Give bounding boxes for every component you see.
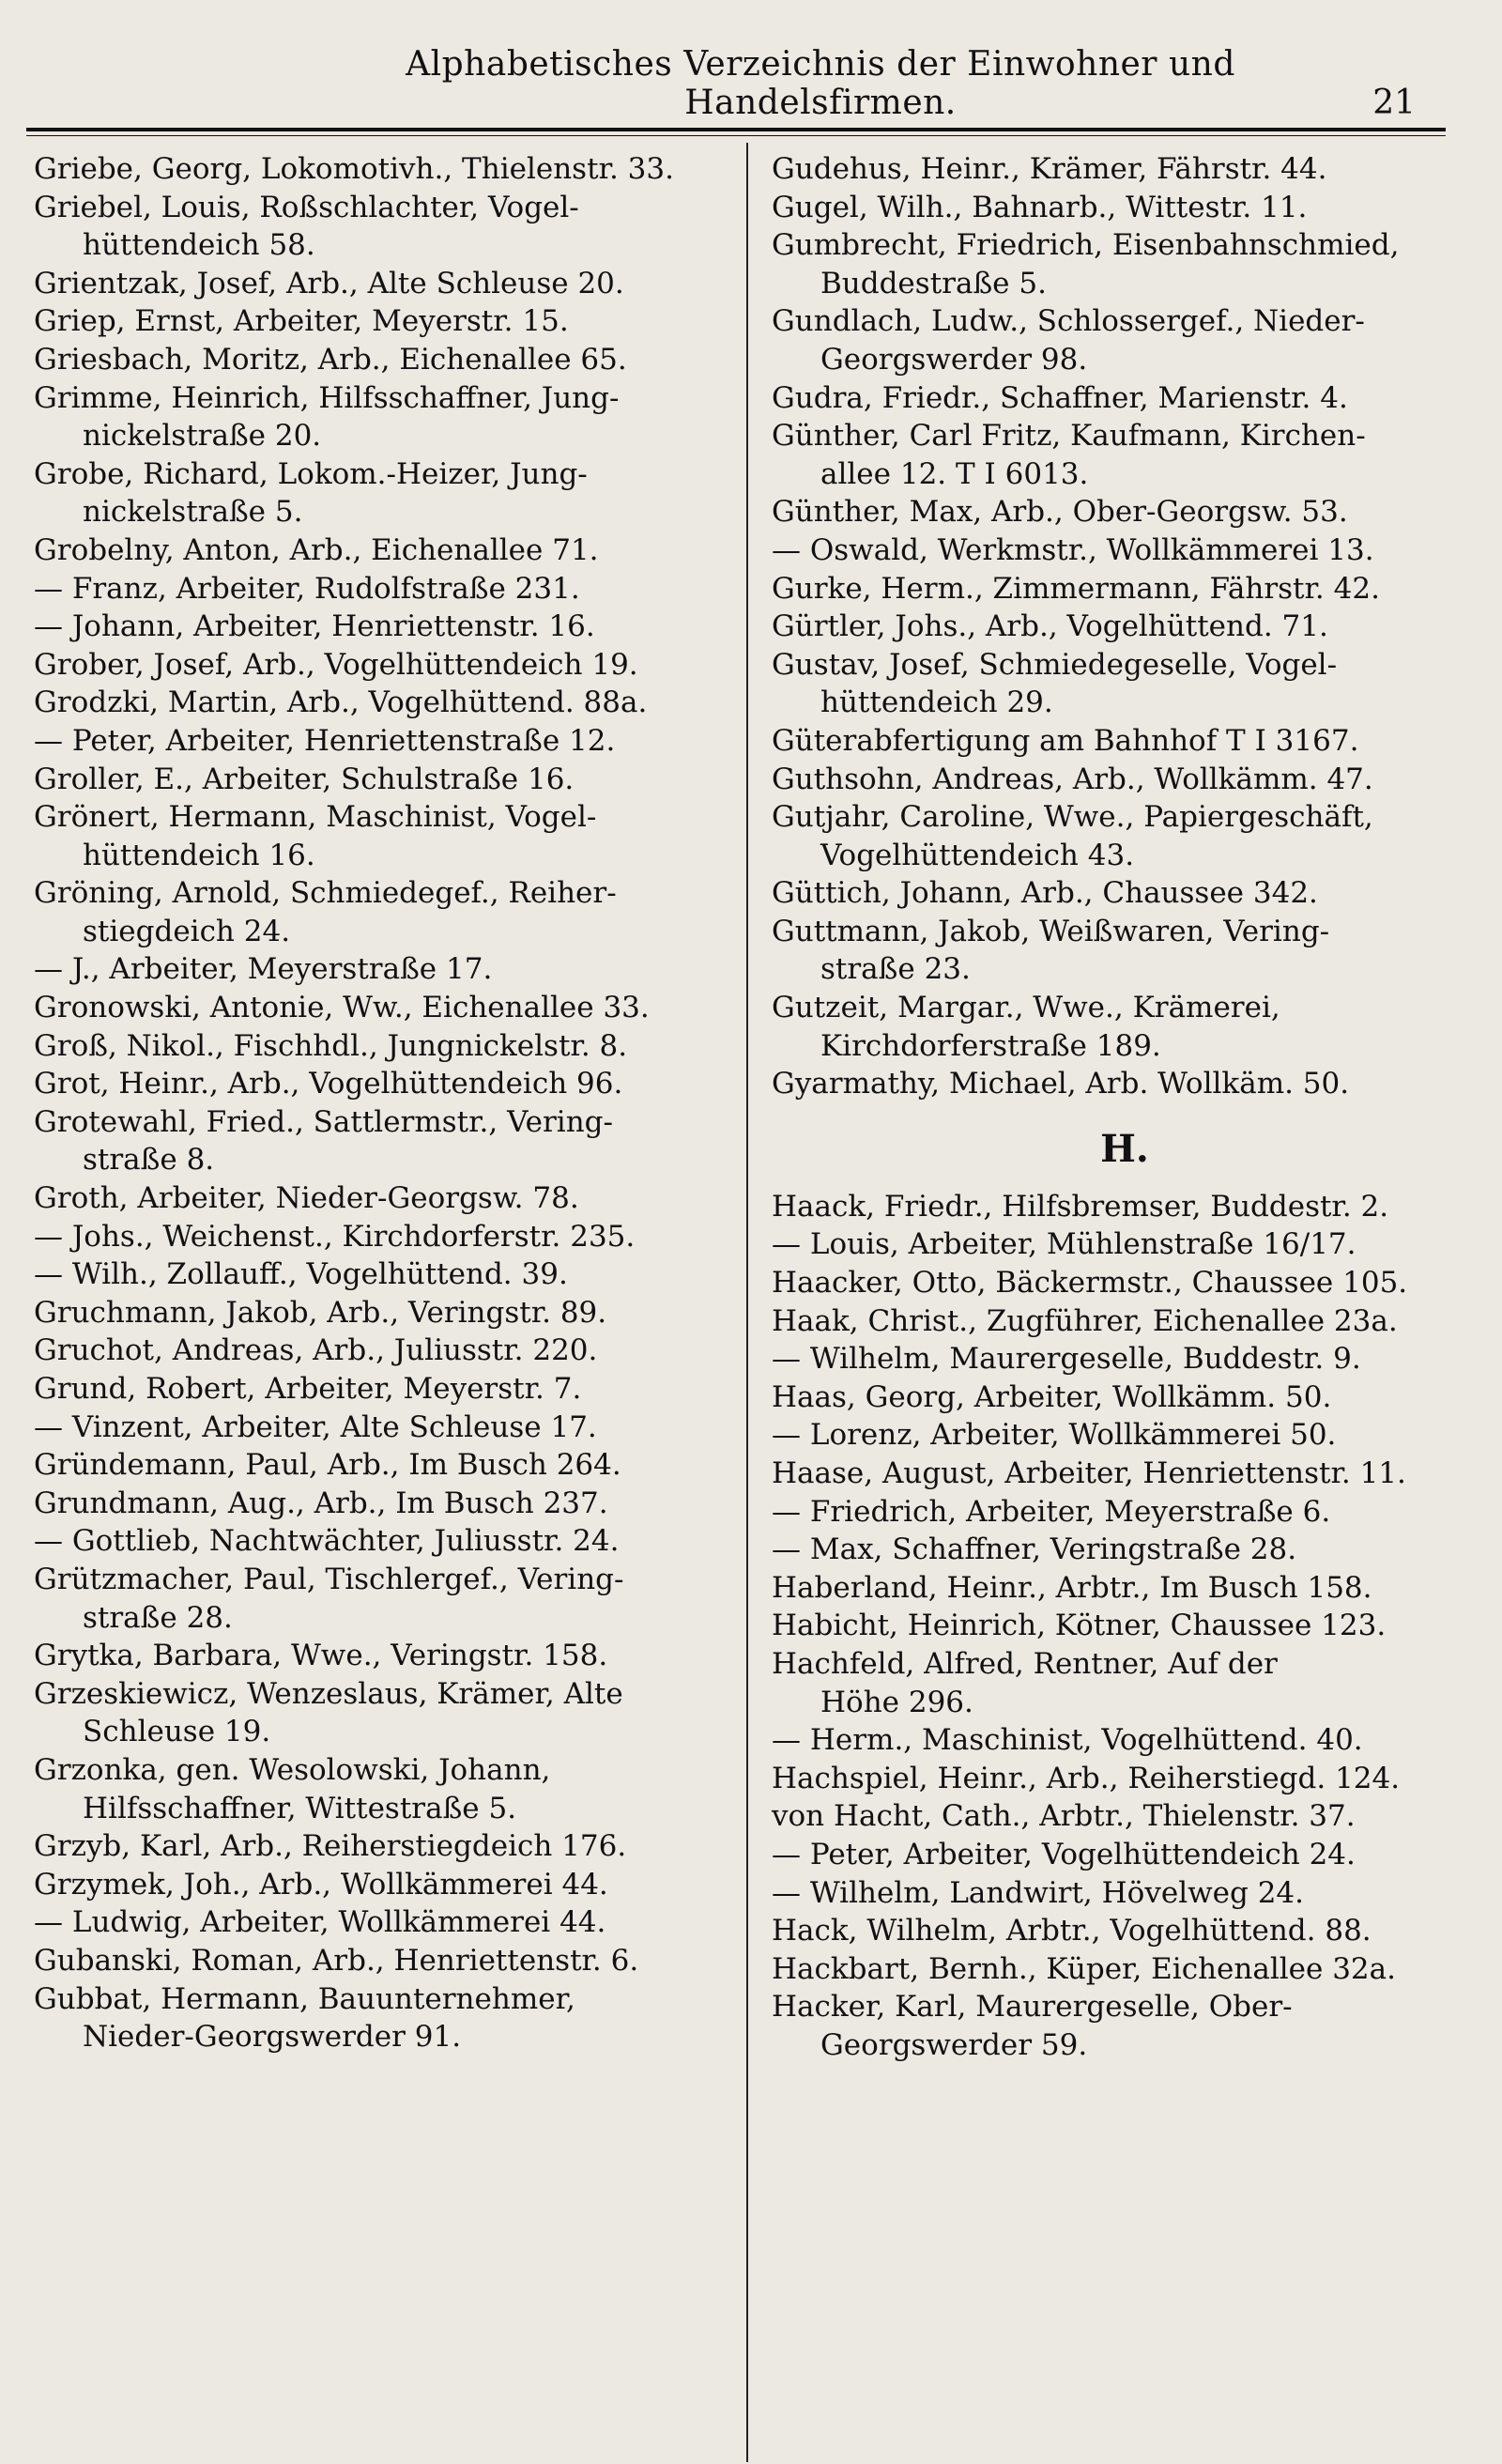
directory-entry bbox=[34, 570, 728, 608]
entry-line: Gruchmann, Jakob, Arb., Veringstr. 89. bbox=[34, 1295, 607, 1330]
entry-continuation: hüttendeich 29. bbox=[820, 685, 1053, 720]
directory-entry bbox=[34, 1332, 728, 1370]
entry-line: Gürtler, Johs., Arb., Vogelhüttend. 71. bbox=[772, 609, 1328, 644]
entry-line: Güttich, Johann, Arb., Chaussee 342. bbox=[772, 876, 1318, 911]
section-letter-h: H. bbox=[1100, 1126, 1149, 1171]
entry-line: Grzyb, Karl, Arb., Reiherstiegdeich 176. bbox=[34, 1829, 627, 1864]
directory-entry bbox=[772, 226, 1478, 302]
entry-continuation: straße 23. bbox=[820, 952, 971, 987]
directory-entry bbox=[34, 874, 728, 950]
page-number: 21 bbox=[1372, 84, 1416, 122]
entry-line: Gudehus, Heinr., Krämer, Fährstr. 44. bbox=[772, 152, 1327, 186]
directory-entry bbox=[772, 570, 1478, 608]
directory-entry bbox=[772, 379, 1478, 418]
directory-entry bbox=[34, 379, 728, 455]
directory-entry bbox=[34, 1485, 728, 1523]
directory-entry bbox=[34, 150, 728, 189]
directory-entry bbox=[772, 1912, 1478, 1950]
entry-line: — Peter, Arbeiter, Henriettenstraße 12. bbox=[34, 723, 616, 758]
entry-line: Gugel, Wilh., Bahnarb., Wittestr. 11. bbox=[772, 190, 1308, 224]
directory-entry bbox=[34, 1409, 728, 1447]
directory-entry bbox=[34, 950, 728, 989]
entry-continuation: Georgswerder 98. bbox=[820, 342, 1088, 377]
directory-entry bbox=[34, 1294, 728, 1332]
directory-entry bbox=[772, 1836, 1478, 1874]
directory-entry bbox=[772, 1493, 1478, 1532]
directory-entry bbox=[772, 646, 1478, 722]
entry-continuation: Höhe 296. bbox=[820, 1685, 973, 1719]
directory-entry bbox=[772, 1950, 1478, 1989]
directory-entry bbox=[34, 1561, 728, 1637]
directory-entry bbox=[34, 1255, 728, 1294]
entry-line: Habicht, Heinrich, Kötner, Chaussee 123. bbox=[772, 1609, 1387, 1643]
directory-entry bbox=[34, 646, 728, 685]
directory-entry bbox=[772, 1569, 1478, 1608]
entry-line: Gubbat, Hermann, Bauunternehmer, bbox=[34, 1981, 575, 2016]
directory-entry bbox=[34, 722, 728, 761]
entry-continuation: Nieder-Georgswerder 91. bbox=[83, 2020, 462, 2055]
page-header bbox=[225, 45, 1416, 122]
entry-continuation: Hilfsschaffner, Wittestraße 5. bbox=[83, 1791, 517, 1825]
directory-entry bbox=[772, 1302, 1478, 1341]
directory-entry bbox=[34, 1751, 728, 1827]
entry-line: — Peter, Arbeiter, Vogelhüttendeich 24. bbox=[772, 1837, 1356, 1871]
directory-entry bbox=[34, 798, 728, 874]
entry-continuation: straße 8. bbox=[83, 1143, 215, 1178]
entry-line: Gröning, Arnold, Schmiedegef., Reiher- bbox=[34, 876, 617, 911]
entry-line: Haberland, Heinr., Arbtr., Im Busch 158. bbox=[772, 1570, 1372, 1605]
entry-line: — Wilh., Zollauff., Vogelhüttend. 39. bbox=[34, 1257, 568, 1292]
entry-line: — Ludwig, Arbeiter, Wollkämmerei 44. bbox=[34, 1905, 606, 1940]
directory-entry bbox=[772, 1188, 1478, 1226]
directory-entry bbox=[34, 1103, 728, 1179]
entry-line: — Oswald, Werkmstr., Wollkämmerei 13. bbox=[772, 532, 1374, 567]
header-rule-thin bbox=[26, 135, 1446, 136]
directory-entry bbox=[34, 531, 728, 570]
entry-line: Grotewahl, Fried., Sattlermstr., Vering- bbox=[34, 1104, 614, 1139]
entry-line: Grientzak, Josef, Arb., Alte Schleuse 20. bbox=[34, 266, 624, 300]
entry-line: Gundlach, Ludw., Schlossergef., Nieder- bbox=[772, 304, 1365, 339]
directory-entry bbox=[34, 302, 728, 341]
directory-entry bbox=[34, 608, 728, 646]
right-column bbox=[772, 150, 1478, 2065]
entry-line: Haacker, Otto, Bäckermstr., Chaussee 105. bbox=[772, 1266, 1408, 1301]
directory-entry bbox=[772, 1340, 1478, 1378]
entry-line: Grobe, Richard, Lokom.-Heizer, Jung- bbox=[34, 456, 588, 491]
directory-entry bbox=[772, 989, 1478, 1065]
entry-line: — Friedrich, Arbeiter, Meyerstraße 6. bbox=[772, 1494, 1331, 1529]
entry-continuation: hüttendeich 16. bbox=[83, 838, 315, 872]
entry-line: Gustav, Josef, Schmiedegeselle, Vogel- bbox=[772, 647, 1338, 682]
directory-entry bbox=[34, 1866, 728, 1904]
column-divider bbox=[746, 143, 748, 2462]
entry-line: — Johs., Weichenst., Kirchdorferstr. 235. bbox=[34, 1219, 636, 1254]
entry-line: Hachfeld, Alfred, Rentner, Auf der bbox=[772, 1646, 1278, 1681]
directory-entry bbox=[34, 1027, 728, 1066]
directory-entry bbox=[34, 684, 728, 722]
directory-entry bbox=[772, 1264, 1478, 1302]
entry-line: Hackbart, Bernh., Küper, Eichenallee 32a. bbox=[772, 1951, 1396, 1986]
directory-entry bbox=[772, 1797, 1478, 1836]
entry-line: — Gottlieb, Nachtwächter, Juliusstr. 24. bbox=[34, 1524, 620, 1559]
entry-line: Hacker, Karl, Maurergeselle, Ober- bbox=[772, 1990, 1293, 2025]
header-rule bbox=[26, 128, 1446, 131]
entry-line: Günther, Max, Arb., Ober-Georgsw. 53. bbox=[772, 495, 1348, 530]
entry-line: Grobelny, Anton, Arb., Eichenallee 71. bbox=[34, 532, 599, 567]
entry-line: Gronowski, Antonie, Ww., Eichenallee 33. bbox=[34, 991, 650, 1025]
right-column-g-entries bbox=[772, 150, 1478, 1103]
directory-entry bbox=[34, 761, 728, 799]
directory-entry bbox=[34, 1218, 728, 1256]
entry-line: Grund, Robert, Arbeiter, Meyerstr. 7. bbox=[34, 1372, 582, 1406]
entry-line: Griesbach, Moritz, Arb., Eichenallee 65. bbox=[34, 342, 627, 377]
entry-line: — Herm., Maschinist, Vogelhüttend. 40. bbox=[772, 1723, 1363, 1758]
directory-entry bbox=[772, 302, 1478, 378]
directory-entry bbox=[772, 798, 1478, 874]
entry-line: Groß, Nikol., Fischhdl., Jungnickelstr. 8. bbox=[34, 1028, 628, 1063]
entry-line: Groth, Arbeiter, Nieder-Georgsw. 78. bbox=[34, 1181, 579, 1216]
directory-entry bbox=[772, 1645, 1478, 1721]
directory-entry bbox=[772, 608, 1478, 646]
entry-continuation: Georgswerder 59. bbox=[820, 2027, 1088, 2062]
entry-line: — Louis, Arbeiter, Mühlenstraße 16/17. bbox=[772, 1227, 1356, 1262]
directory-entry bbox=[34, 1446, 728, 1485]
entry-line: von Hacht, Cath., Arbtr., Thielenstr. 37. bbox=[772, 1799, 1356, 1834]
directory-entry bbox=[772, 1607, 1478, 1645]
directory-entry bbox=[772, 1988, 1478, 2064]
directory-entry bbox=[772, 493, 1478, 531]
entry-continuation: Buddestraße 5. bbox=[820, 266, 1047, 300]
entry-line: Grodzki, Martin, Arb., Vogelhüttend. 88a. bbox=[34, 685, 648, 720]
directory-entry bbox=[34, 1827, 728, 1866]
entry-line: — Wilhelm, Maurergeselle, Buddestr. 9. bbox=[772, 1342, 1361, 1377]
entry-line: Grundmann, Aug., Arb., Im Busch 237. bbox=[34, 1486, 608, 1520]
entry-line: Grimme, Heinrich, Hilfsschaffner, Jung- bbox=[34, 380, 620, 415]
entry-continuation: Schleuse 19. bbox=[83, 1715, 271, 1749]
entry-line: Haas, Georg, Arbeiter, Wollkämm. 50. bbox=[772, 1379, 1332, 1414]
directory-entry bbox=[34, 1637, 728, 1675]
directory-entry bbox=[772, 1531, 1478, 1569]
entry-continuation: Kirchdorferstraße 189. bbox=[820, 1028, 1161, 1063]
directory-entry bbox=[772, 417, 1478, 493]
entry-line: Hack, Wilhelm, Arbtr., Vogelhüttend. 88. bbox=[772, 1914, 1372, 1948]
directory-entry bbox=[34, 1942, 728, 1980]
entry-line: Gyarmathy, Michael, Arb. Wollkäm. 50. bbox=[772, 1067, 1350, 1101]
left-column bbox=[34, 150, 728, 2056]
entry-line: — J., Arbeiter, Meyerstraße 17. bbox=[34, 952, 493, 987]
entry-line: — Wilhelm, Landwirt, Hövelweg 24. bbox=[772, 1875, 1304, 1910]
entry-line: Griep, Ernst, Arbeiter, Meyerstr. 15. bbox=[34, 304, 569, 339]
entry-line: Griebel, Louis, Roßschlachter, Vogel- bbox=[34, 190, 579, 224]
right-column-h-entries bbox=[772, 1188, 1478, 2065]
entry-line: Gruchot, Andreas, Arb., Juliusstr. 220. bbox=[34, 1333, 598, 1368]
entry-line: Haase, August, Arbeiter, Henriettenstr. 11. bbox=[772, 1456, 1406, 1490]
directory-entry bbox=[772, 1721, 1478, 1760]
entry-line: Grober, Josef, Arb., Vogelhüttendeich 19. bbox=[34, 647, 638, 682]
entry-line: Grytka, Barbara, Wwe., Veringstr. 158. bbox=[34, 1639, 608, 1673]
directory-entry bbox=[34, 265, 728, 303]
entry-line: — Vinzent, Arbeiter, Alte Schleuse 17. bbox=[34, 1409, 597, 1444]
entry-line: Gutzeit, Margar., Wwe., Krämerei, bbox=[772, 991, 1280, 1025]
entry-line: Grützmacher, Paul, Tischlergef., Vering- bbox=[34, 1562, 624, 1596]
running-title: Alphabetisches Verzeichnis der Einwohner und Handelsfirmen. bbox=[406, 45, 1235, 122]
directory-entry bbox=[772, 874, 1478, 913]
directory-entry bbox=[772, 913, 1478, 989]
directory-entry bbox=[772, 189, 1478, 227]
directory-entry bbox=[772, 761, 1478, 799]
directory-entry bbox=[34, 1522, 728, 1561]
entry-continuation: straße 28. bbox=[83, 1600, 233, 1635]
entry-line: Günther, Carl Fritz, Kaufmann, Kirchen- bbox=[772, 419, 1366, 454]
entry-line: Grönert, Hermann, Maschinist, Vogel- bbox=[34, 800, 597, 835]
entry-line: — Franz, Arbeiter, Rudolfstraße 231. bbox=[34, 571, 580, 606]
entry-line: Gurke, Herm., Zimmermann, Fährstr. 42. bbox=[772, 571, 1380, 606]
entry-line: Güterabfertigung am Bahnhof T I 3167. bbox=[772, 723, 1359, 758]
entry-line: Groller, E., Arbeiter, Schulstraße 16. bbox=[34, 762, 575, 796]
directory-entry bbox=[34, 455, 728, 531]
entry-line: Griebe, Georg, Lokomotivh., Thielenstr. 33. bbox=[34, 152, 674, 186]
entry-continuation: hüttendeich 58. bbox=[83, 228, 315, 263]
entry-line: Haak, Christ., Zugführer, Eichenallee 23a. bbox=[772, 1303, 1398, 1338]
directory-entry bbox=[34, 1980, 728, 2056]
entry-continuation: stiegdeich 24. bbox=[83, 914, 291, 948]
entry-line: Gudra, Friedr., Schaffner, Marienstr. 4. bbox=[772, 380, 1348, 415]
directory-entry bbox=[772, 1416, 1478, 1455]
entry-line: Gründemann, Paul, Arb., Im Busch 264. bbox=[34, 1448, 621, 1483]
directory-entry bbox=[34, 1370, 728, 1409]
directory-entry bbox=[772, 1225, 1478, 1264]
entry-line: — Max, Schaffner, Veringstraße 28. bbox=[772, 1532, 1297, 1567]
entry-line: Grzonka, gen. Wesolowski, Johann, bbox=[34, 1752, 551, 1787]
directory-entry bbox=[34, 189, 728, 265]
directory-entry bbox=[772, 1874, 1478, 1913]
directory-entry bbox=[34, 1065, 728, 1103]
directory-entry bbox=[34, 1179, 728, 1218]
directory-entry bbox=[772, 722, 1478, 761]
entry-line: Grzeskiewicz, Wenzeslaus, Krämer, Alte bbox=[34, 1676, 623, 1711]
directory-entry bbox=[772, 531, 1478, 570]
directory-entry bbox=[772, 1455, 1478, 1493]
directory-entry bbox=[772, 150, 1478, 189]
directory-entry bbox=[772, 1760, 1478, 1798]
directory-entry bbox=[34, 989, 728, 1027]
directory-entry bbox=[772, 1378, 1478, 1417]
entry-line: Gubanski, Roman, Arb., Henriettenstr. 6. bbox=[34, 1943, 639, 1978]
entry-line: — Johann, Arbeiter, Henriettenstr. 16. bbox=[34, 609, 595, 644]
entry-line: Haack, Friedr., Hilfsbremser, Buddestr. 2. bbox=[772, 1189, 1389, 1224]
directory-entry bbox=[772, 1065, 1478, 1103]
directory-entry bbox=[34, 1675, 728, 1751]
entry-line: Hachspiel, Heinr., Arb., Reiherstiegd. 124. bbox=[772, 1761, 1401, 1795]
directory-entry bbox=[34, 1903, 728, 1942]
directory-entry bbox=[34, 341, 728, 379]
entry-line: Guthsohn, Andreas, Arb., Wollkämm. 47. bbox=[772, 762, 1373, 796]
entry-line: Gutjahr, Caroline, Wwe., Papiergeschäft, bbox=[772, 800, 1373, 835]
entry-continuation: allee 12. T I 6013. bbox=[820, 456, 1089, 491]
entry-continuation: nickelstraße 20. bbox=[83, 419, 322, 454]
entry-line: Grzymek, Joh., Arb., Wollkämmerei 44. bbox=[34, 1867, 608, 1902]
entry-continuation: nickelstraße 5. bbox=[83, 495, 303, 530]
entry-line: Gumbrecht, Friedrich, Eisenbahnschmied, bbox=[772, 228, 1400, 263]
entry-line: Grot, Heinr., Arb., Vogelhüttendeich 96. bbox=[34, 1067, 623, 1101]
entry-line: Guttmann, Jakob, Weißwaren, Vering- bbox=[772, 914, 1330, 948]
entry-line: — Lorenz, Arbeiter, Wollkämmerei 50. bbox=[772, 1418, 1337, 1453]
entry-continuation: Vogelhüttendeich 43. bbox=[820, 838, 1135, 872]
